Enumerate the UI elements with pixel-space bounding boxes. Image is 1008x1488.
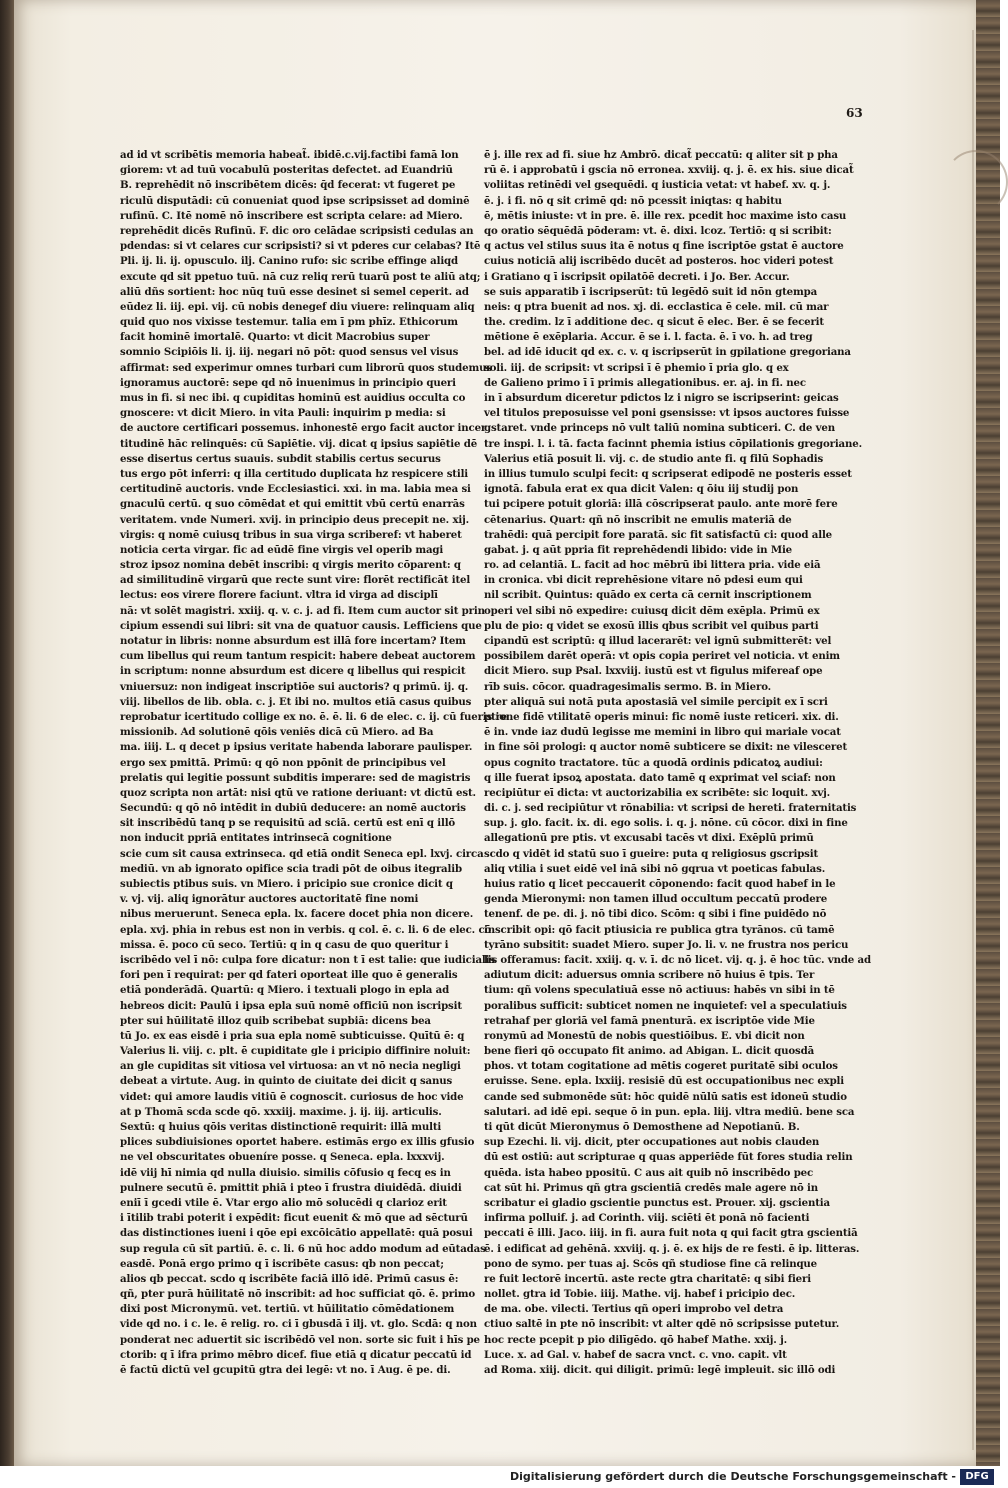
text-line: mus in fi. si nec ibi. q cupiditas hominū est auidius occulta co [120,392,466,404]
text-line: alios qb peccat. scdo q iscribēte faciā illō idē. Primū casus ē: [120,1272,459,1285]
text-line: qo oratio sēquēdā pōderam: vt. ē. dixi. lcoz. Tertiō: q si scribit: [484,224,832,237]
text-line: gstaret. vnde princeps nō vult taliū nomina subticeri. C. de ven [484,422,835,435]
text-line: veritatem. vnde Numeri. xvij. in principio deus precepit ne. xij. [120,513,470,526]
text-line: ptione fidē vtilitatē operis minui: fic nomē iuste reticeri. xix. di. [484,710,839,723]
text-line: reprobatur icertitudo collige ex no. ē. ē. li. 6 de elec. c. ij. cū fueris re [120,710,508,723]
text-line: phos. vt totam cogitatione ad mētis cogeret puritatē sibi oculos [484,1060,838,1073]
text-line: epla. xvj. phia in rebus est non in verbis. q col. ē. c. li. 6 de elec. cō [120,923,492,936]
text-line: prelatis qui legitie possunt subditis imperare: sed de magistris [120,771,471,784]
right-text-column [484,148,871,1378]
text-line: rufinū. C. Itē nomē nō inscribere est scripta celare: ad Miero. [120,209,463,222]
text-line: ne vel obscuritates obueníre posse. q Seneca. epla. lxxxvij. [120,1151,445,1164]
text-line: de Galieno primo ī ī primis allegationibus. er. aj. in fi. nec [484,376,806,389]
text-line: q actus vel stilus suus ita ē notus q fine iscriptōe gstat ē auctore [484,240,844,253]
text-line: scie cum sit causa extrinseca. qd etiā ondit Seneca epl. lxvj. circa [120,847,484,860]
text-line: huius ratio q licet peccauerit cōponendo: facit quod habef in le [484,878,836,890]
text-line: aliū dñs sortient: hoc nūq tuū esse desinet si semel ceperit. ad [120,285,469,298]
text-line: facit hominē imortalē. Quarto: vt dicit Macrobius super [120,331,430,344]
text-line: ad Roma. xiij. dicit. qui diligit. primū: legē impleuit. sic illō odi [484,1364,836,1376]
text-line: i Gratiano q ī iscripsit opilatōē decreti. i Jo. Ber. Accur. [484,270,790,283]
text-line: sup Ezechi. li. vij. dicit, pter occupationes aut nobis clauden [484,1136,820,1149]
text-line: nil scribit. Quintus: quādo ex certa cā cernit inscriptionem [484,589,812,602]
text-line: tium: qñ volens speculatiuā esse nō actiuus: habēs vn sibi in tē [484,984,835,997]
text-line: somnio Scipiōis li. ij. iij. negari nō pōt: quod sensus vel visus [120,346,459,359]
text-line: trahēdi: quā percipit fore paratā. sic fit satisfactū ci: quod alle [484,528,833,541]
text-line: noticia certa virgar. fic ad eūdē fine virgis vel operib magi [120,543,444,556]
text-line: ē. i edificat ad gehēnā. xxviij. q. j. ē. ex hijs de re festi. ē ip. litteras. [484,1242,860,1255]
text-line: de auctore certificari possemus. inhonestē ergo facit auctor incer [120,422,487,435]
text-line: tyrāno subsitit: suadet Miero. super Jo. li. v. ne frustra nos pericu [484,938,849,951]
text-line: tus ergo pōt inferri: q illa certitudo duplicata hz respicere stili [120,467,469,480]
left-text-column [120,148,508,1378]
text-line: i ītilib trabi poterit i expēdit: ficut euenit & mō que ad sēcturū [120,1212,468,1225]
text-line: missionib. Ad solutionē qōis veniēs dicā cū Miero. ad Ba [120,726,434,739]
text-line: cat sūt hi. Primus qñ gtra gscientiā credēs male agere nō in [484,1181,818,1194]
text-line: pter sui hūilitatē illoz quib scribebat supbiā: dicens bea [120,1014,431,1027]
text-line: infirma polluif. j. ad Corinth. viij. sciēti ēt ponā nō facienti [484,1212,810,1225]
text-line: dicit Miero. sup Psal. lxxviij. iustū est vt figulus mifereaf ope [484,665,823,678]
text-line: mediū. vn ab ignorato opifice scia tradi pōt de oibus itegralib [120,862,462,875]
text-line: tenenf. de pe. di. j. nō tibi dico. Scōm: q sibi i fine puidēdo nō [484,908,827,921]
text-line: hebreos dicit: Paulū i ipsa epla suū nomē officiū non iscripsit [120,999,462,1012]
text-line: mētione ē exēplaria. Accur. ē se i. l. facta. ē. ī vo. h. ad treg [484,331,813,344]
text-line: pter aliquā sui notā puta apostasiā vel simile percipit ex ī scri [484,695,828,708]
text-line: ē factū dictū vel gcupitū gtra dei legē: vt no. ī Aug. ē pe. di. [120,1364,451,1376]
text-line: peccati ē illi. Jaco. iiij. in fi. aura fuit nota q qui facit gtra gscientiā [484,1227,858,1240]
text-line: vniuersuz: non indigeat inscriptiōe sui auctoris? q primū. ij. q. [120,680,469,693]
text-line: scribatur ei gladio gscientie punctus est. Prouer. xij. gscientia [484,1196,830,1209]
text-line: tre inspi. l. i. tā. facta facinnt phemia istius cōpilationis gregoriane. [484,437,862,450]
text-line: in scriptum: nonne absurdum est dicere q libellus qui respicit [120,665,466,678]
text-line: idē viij hī nimia qd nulla diuisio. similis cōfusio q fecq es in [120,1166,451,1179]
text-line: ē in. vnde iaz dudū legisse me memini in libro qui mariale vocat [484,726,841,739]
text-line: quoz scripta non artāt: nisi qtū ve ratione deriuant: vt dictū est. [120,786,476,799]
text-line: virgis: q nomē cuiusq tribus in sua virga scriberef: vt haberet [120,528,462,541]
text-line: neis: q ptra buenit ad nos. xj. di. ecclastica ē cele. mil. cū mar [484,300,829,313]
text-line: ad similitudinē virgarū que recte sunt vire: florēt rectificāt itel [120,574,471,587]
text-line: ē, mētis iniuste: vt in pre. ē. ille rex. pcedit hoc maxime isto casu [484,209,847,222]
text-line: retrahaf per gloriā vel famā pnenturā. ex iscriptōe vide Mie [484,1014,815,1027]
text-line: nollet. gtra id Tobie. iiij. Mathe. vij. habef i pricipio dec. [484,1288,796,1301]
text-line: eūdez li. iij. epi. vij. cū nobis denegef diu viuere: relinquam aliq [120,300,475,313]
text-line: allegationū pre ptis. vt excusabi tacēs vt dixi. Exēplū primū [484,832,814,845]
text-line: B. reprehēdit nō inscribētem dicēs: q̄d fecerat: vt fugeret pe [120,179,456,192]
text-line: viij. libellos de lib. obla. c. j. Et ibi no. multos etiā casus quibus [120,695,472,708]
text-line: ad id vt scribētis memoria habeat̃. ibidē.c.vij.factibi famā lon [120,149,459,161]
text-line: vel titulos preposuisse vel poni gsensisse: vt ipsos auctores fuisse [484,407,850,420]
text-line: ti qūt dicūt Mieronymus ō Demosthene ad Nepotianū. B. [484,1121,800,1133]
text-line: sup. j. glo. facit. ix. di. ego solis. i. q. j. nōne. cū cōcor. dixi in fine [484,817,848,830]
text-line: esse disertus certus suauis. subdit stabilis certus securus [120,452,441,465]
text-line: hoc recte pcepit p pio dilīgēdo. qō habef Mathe. xxij. j. [484,1333,788,1346]
text-line: recipiūtur eī dicta: vt auctorizabilia ex scribēte: sic loquit. xvj. [484,786,831,799]
text-line: aliq vtilia i suet eidē vel inā sibi nō gqrua vt poeticas fabulas. [484,862,826,875]
text-line: lis offeramus: facit. xxiij. q. v. ī. dc nō licet. vij. q. j. ē hoc tūc. vnde ad [484,953,871,966]
text-line: debeat a virtute. Aug. in quinto de ciuitate dei dicit q sanus [120,1075,453,1088]
text-line: in cronica. vbi dicit reprehēsione vitare nō pdesi eum qui [484,574,803,587]
text-line: at p Thomā scda scde qō. xxxiij. maxime. j. ij. iij. articulis. [120,1105,442,1118]
text-line: adiutum dicit: aduersus omnia scribere nō huius ē tpis. Ter [484,969,815,982]
text-line: ctiuo saltē in pte nō inscribit: vt alter qdē nō scripsisse putetur. [484,1318,840,1331]
text-line: nā: vt solēt magistri. xxiij. q. v. c. j. ad fi. Item cum auctor sit prin [120,604,485,617]
text-line: operi vel sibi nō expedire: cuiusq dicit dēm exēpla. Primū ex [484,604,820,617]
text-line: Valerius etiā posuit li. vij. c. de studio ante fi. q filū Sophadis [484,452,824,465]
text-line: gnaculū certū. q suo cōmēdat et qui emittit vbū certū enarrās [120,498,465,511]
text-line: ctorib: q ī ifra primo mēbro dicef. fiue etiā q dicatur peccatū id [120,1348,472,1361]
text-line: plu de pio: q videt se exosū illis qbus scribit vel quibus parti [484,619,819,632]
text-line: lectus: eos virere florere faciunt. vltra id virga ad disciplī [120,589,438,602]
text-line: videt: qui amore laudis vitiū ē cognoscit. curiosus de hoc vide [120,1090,464,1103]
text-line: plices subdiuisiones oportet habere. estimās ergo ex illis gfusio [120,1136,475,1149]
text-line: notatur in libris: nonne absurdum est illā fore incertam? Item [120,635,466,647]
text-line: qñ, pter purā hūilitatē nō inscribit: ad hoc sufficiat qō. ē. primo [120,1288,475,1301]
text-line: easdē. Ponā ergo primo q ī iscribēte casus: qb non peccat; [120,1257,444,1270]
text-line: ē. j. i fi. nō q sit crimē qd: nō pcessit iniqtas: q habitu [484,194,782,207]
text-line: in fine sōi prologi: q auctor nomē subticere se dixit: ne vilesceret [484,741,848,754]
digitization-credit: Digitalisierung gefördert durch die Deutsche Forschungsgemeinschaft - [509,1470,956,1483]
text-line: re fuit lectorē incertū. aste recte gtra charitatē: q sibi fieri [484,1272,811,1285]
text-line: riculū disputādi: cū conueniat quod ipse scripsisset ad dominē [120,194,470,207]
text-line: tū Jo. ex eas eisdē i pria sua epla nomē subticuisse. Quītū ē: q [120,1029,465,1042]
text-line: non inducit ppriā entitates intrinsecā cognitione [120,832,392,845]
text-line: subiectis ptibus suis. vn Miero. i pricipio sue cronice dicit q [120,878,453,890]
text-line: di. c. j. sed recipiūtur vt rōnabilia: vt scripsi de hereti. fraternitatis [484,802,857,815]
text-line: dū est ostiū: aut scripturae q quas apperiēde fūt fores studia relin [484,1151,853,1164]
text-line: cande sed submonēde sūt: hōc quidē nūlū satis est idoneū studio [484,1090,847,1103]
text-line: genda Mieronymi: non tamen illud occultum peccatū prodere [484,893,828,906]
fold-line [972,30,974,1450]
text-line: gabat. j. q aūt ppria fit reprehēdendi libido: vide in Mie [484,543,793,556]
text-line: ignotā. fabula erat ex qua dicit Valen: q ōiu iij studij pon [484,483,799,496]
text-line: fori pen ī requirat: per qd fateri oporteat ille quo ē generalis [120,969,458,982]
text-line: excute qd sit ppetuo tuū. nā cuz reliq rerū tuarū post te aliū atq; [120,270,481,283]
text-line: titudinē hāc relinquēs: cū Sapiētie. vij. dicat q ipsius sapiētie dē [120,437,478,450]
text-line: affirmat: sed experimur omnes turbari cum librorū quos studemus [120,361,492,374]
book-binding [0,0,14,1466]
text-line: reprehēdit dicēs Rufinū. F. dic oro celādae scripsisti cedulas an [120,224,474,237]
text-line: tui pcipere potuit gloriā: illā cōscripserat paulo. ante morē fere [484,498,838,511]
text-line: ignoramus auctorē: sepe qd nō inuenimus in principio queri [120,376,456,389]
text-line: rū ē. i approbatū i gscia nō erronea. xxviij. q. j. ē. ex his. siue dicat̃ [484,164,854,177]
text-line: stroz ipsoz nomina debēt inscribi: q virgis merito cōparent: q [120,559,461,572]
text-line: pdendas: si vt celares cur scripsisti? si vt pderes cur celabas? Itē [120,240,481,253]
text-line: cuius noticiā alij iscribēdo ducēt ad posteros. hoc videri potest [484,255,834,268]
text-line: iscribēdo vel ī nō: culpa fore dicatur: non t ī est talie: que iudicialis [120,953,495,966]
text-line: nibus meruerunt. Seneca epla. lx. facere docet phia non dicere. [120,908,474,921]
text-line: giorem: vt ad tuū vocabulū posteritas defectet. ad Euandriū [120,164,453,177]
text-line: an gle cupiditas sit vitiosa vel virtuosa: an vt nō necia negligi [120,1060,461,1073]
text-line: pulnere secutū ē. pmittit phiā i pteo ī frustra diuidēdā. diuidi [120,1181,462,1194]
text-line: gnoscere: vt dicit Miero. in vita Pauli: inquirim p media: si [120,407,446,420]
text-line: das distinctiones iueni i qōe epi excōicātio appellatē: quā posui [120,1227,473,1240]
text-line: the. credim. lz ī additione dec. q sicut ē elec. Ber. ē se fecerit [484,316,824,329]
text-line: ronymū ad Monestū de nobis questiōibus. E. vbi dicit non [484,1029,805,1042]
dfg-logo: DFG [960,1469,994,1485]
footer-bar [0,1466,1000,1488]
text-line: soli. iij. de scripsit: vt scripsi ī ē phemio ī pria glo. q ex [484,361,789,374]
text-line: de ma. obe. vilecti. Tertius qñ operi improbo vel detra [484,1303,784,1316]
text-line: eruisse. Sene. epla. lxxiij. resisiē dū est occupationibus nec expli [484,1075,844,1088]
text-line: v. vj. vij. aliq ignorātur auctores auctoritatē fine nomi [120,893,419,906]
text-line: quid quo nos vixisse testemur. talia em ī pm phīz. Ethicorum [120,316,458,329]
text-line: vide qd no. i c. le. ē relig. ro. ci ī gbusdā ī ilj. vt. glo. Scdā: q non [120,1318,477,1331]
text-line: dixi post Micronymū. vet. tertiū. vt hūilitatio cōmēdationem [120,1303,455,1316]
text-line: Pli. ij. li. ij. opusculo. ilj. Canino rufo: sic scribe effinge aliqd [120,255,458,268]
ribbon-mark [944,150,1008,214]
text-line: rīb suis. cōcor. quadragesimalis sermo. B. in Miero. [484,680,772,693]
text-line: cum libellus qui reum tantum respicit: habere debeat auctorem [120,650,476,663]
text-line: in illius tumulo sculpi fecit: q scripserat edipodē ne posteris esset [484,467,852,480]
text-line: possibilem darēt operā: vt opis copia periret vel noticia. vt enim [484,650,840,663]
text-line: Sextū: q huius qōis veritas distinctionē requirit: illā multi [120,1121,442,1133]
text-line: cipandū est scriptū: q illud lacerarēt: vel ignū submitterēt: vel [484,635,832,647]
text-line: certitudinē auctoris. vnde Ecclesiastici. xxi. in ma. labia mea si [120,483,471,496]
text-line: etiā ponderādā. Quartū: q Miero. i textuali plogo in epla ad [120,984,450,997]
text-line: q ille fuerat ipsoꝝ apostata. dato tamē q exprimat vel sciaf: non [484,771,836,784]
text-line: ma. iiij. L. q decet p ipsius veritate habenda laborare paulisper. [120,741,473,754]
text-line: ro. ad celantiā. L. facit ad hoc mēbrū ibi littera pria. vide eiā [484,559,821,572]
folio-number: 63 [846,106,863,120]
text-line: bel. ad idē iducit qd ex. c. v. q iscripserūt in gpilatione gregoriana [484,346,851,359]
text-line: Valerius li. viij. c. plt. ē cupiditate gle i pricipio diffinire noluit: [120,1045,471,1058]
text-line: missa. ē. poco cū seco. Tertiū: q in q casu de quo queritur i [120,938,449,951]
text-line: inscribit opi: qō facit ptiusicia re publica gtra tyrānos. cū tamē [484,923,835,936]
text-line: se suis apparatib ī iscripserūt: tū legēdō suit id nōn gtempa [484,285,818,298]
text-line: pono de symo. per tuas aj. Scōs qñ studiose fine cā relinque [484,1257,818,1270]
text-line: voliitas retinēdi vel gsequēdi. q iusticia vetat: vt habef. xv. q. j. [484,179,831,192]
text-line: ē j. ille rex ad fi. siue hz Ambrō. dicat̃ peccatū: q aliter sit p pha [484,149,838,161]
text-line: ponderat nec aduertit sic iscribēdō vel non. sorte sic fuit i hīs pe [120,1333,480,1346]
text-line: scdo q vidēt id statū suo ī gueire: puta q religiosus gscripsit [484,847,819,860]
text-line: in ī absurdum diceretur pdictos lz i nigro se iscripserint: geicas [484,392,839,404]
text-line: sup regula cū sīt partiū. ē. c. li. 6 nū hoc addo modum ad eūtadas [120,1242,486,1255]
text-line: poralibus sufficit: subticet nomen ne inquietef: vel a speculatiuis [484,999,847,1012]
text-line: bene fieri qō occupato fit animo. ad Abigan. L. dicit quosdā [484,1045,815,1058]
text-line: Luce. x. ad Gal. v. habef de sacra vnct. c. vno. capit. vlt [484,1348,787,1361]
text-line: salutari. ad idē epi. seque ō in pun. epla. liij. vltra mediū. bene sca [484,1105,855,1118]
text-line: eniī ī gcedi vtile ē. Vtar ergo alio mō solucēdi q clarioz erit [120,1196,447,1209]
text-line: quēda. ista habeo ppositū. C aus ait quib nō inscribēdo pec [484,1166,814,1179]
text-line: sit inscribēdū tanq p se requisitū ad sciā. certū est enī q illō [120,817,456,830]
text-line: cētenarius. Quart: qñ nō inscribit ne emulis materiā de [484,513,792,526]
text-line: opus cognito tractatore. tūc a quodā ordinis pdicatoꝝ audiui: [484,756,823,769]
text-line: Secundū: q qō nō intēdit in dubiū deducere: an nomē auctoris [120,802,466,815]
text-line: cipium essendi sui libri: sit vna de quatuor causis. Lefficiens que [120,619,482,632]
text-line: ergo sex pmittā. Primū: q qō non ppōnit de principibus vel [120,756,446,769]
